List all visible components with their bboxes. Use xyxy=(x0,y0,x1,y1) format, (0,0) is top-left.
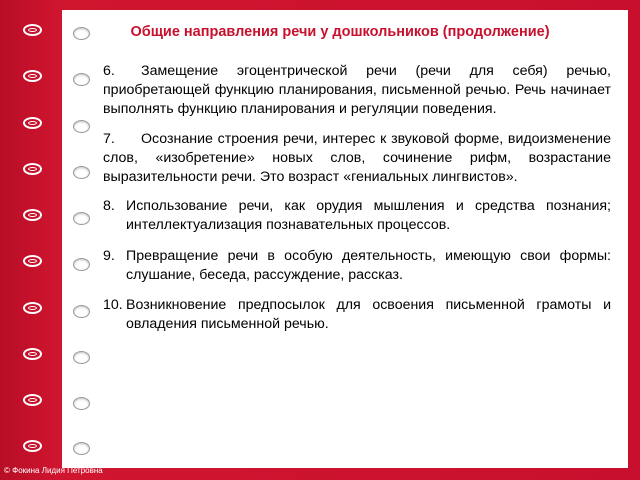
slide-content xyxy=(103,62,611,345)
binder-hole-icon xyxy=(73,166,90,179)
item-number: 10. xyxy=(103,297,123,314)
item-number: 9. xyxy=(103,247,115,264)
binder-ring-icon xyxy=(23,302,42,314)
item-text: Превращение речи в особую деятельность, имеющую свои формы: слушание, беседа, рассуждение, рассказ. xyxy=(126,247,611,283)
binder-hole-icon xyxy=(73,442,90,455)
binder-ring-icon xyxy=(23,394,42,406)
binder-hole-icon xyxy=(73,212,90,225)
binder-ring-icon xyxy=(23,163,42,175)
binder-hole-icon xyxy=(73,120,90,133)
binder-hole-icon xyxy=(73,305,90,318)
list-item-9 xyxy=(103,247,611,285)
binder-ring-icon xyxy=(23,255,42,267)
paragraph-text: Осознание строения речи, интерес к звуковой форме, видоизменение слов, «изобретение» новых слов, сочинение рифм, возрастание выразительности речи. Это возраст «гениальных лингвистов». xyxy=(103,130,611,186)
binder-hole-icon xyxy=(73,27,90,40)
binder-ring-icon xyxy=(23,117,42,129)
binder-ring-icon xyxy=(23,440,42,452)
paragraph-7 xyxy=(103,130,611,188)
paragraph-text: Замещение эгоцентрической речи (речи для себя) речью, приобретающей функцию планирования, письменной речью. Речь начинает выполнять функцию планирования и регуляции поведения. xyxy=(103,63,611,118)
binder-ring-icon xyxy=(23,24,42,36)
paragraph-number: 6. xyxy=(103,63,115,79)
binder-hole-icon xyxy=(73,258,90,271)
list-item-10 xyxy=(103,296,611,334)
list-item-8 xyxy=(103,197,611,235)
paragraph-6 xyxy=(103,62,611,120)
slide-title: Общие направления речи у дошкольников (продолжение) xyxy=(130,24,550,40)
binder-hole-icon xyxy=(73,351,90,364)
binder-hole-icon xyxy=(73,397,90,410)
item-number: 8. xyxy=(103,198,115,215)
binder-ring-icon xyxy=(23,348,42,360)
item-text: Возникновение предпосылок для освоения письменной грамоты и овладения письменной речью. xyxy=(126,297,611,333)
paragraph-number: 7. xyxy=(103,130,115,147)
item-text: Использование речи, как орудия мышления и средства познания; интеллектуализация познавательных процессов. xyxy=(126,198,611,234)
binder-ring-icon xyxy=(23,209,42,221)
copyright-notice: © Фокина Лидия Петровна xyxy=(4,466,103,475)
binder-hole-icon xyxy=(73,73,90,86)
binder-ring-icon xyxy=(23,70,42,82)
